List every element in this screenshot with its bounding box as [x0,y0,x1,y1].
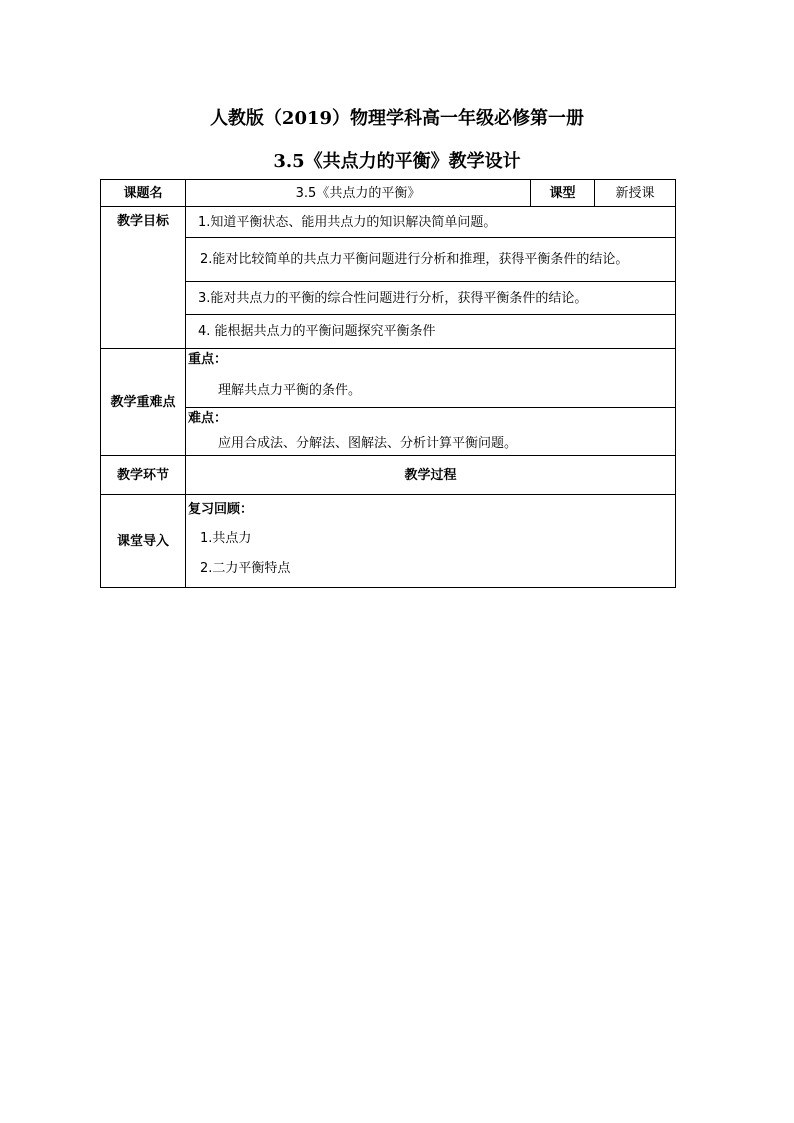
topic-value: 3.5《共点力的平衡》 [186,180,531,207]
document-title: 人教版（2019）物理学科高一年级必修第一册 [209,108,585,129]
topic-label: 课题名 [101,180,186,207]
difficulty-cell [186,408,676,456]
section-label: 教学环节 [101,456,186,495]
review-label: 复习回顾： [188,502,254,517]
key-point-cell [186,349,676,408]
table-row [101,282,676,315]
key-point-text: 理解共点力平衡的条件。 [218,383,362,398]
intro-label: 课堂导入 [101,495,186,588]
table-row [101,408,676,456]
goal-item: 4. 能根据共点力的平衡问题探究平衡条件 [186,315,676,349]
difficulty-label: 难点： [188,411,228,426]
difficulty-text: 应用合成法、分解法、图解法、分析计算平衡问题。 [218,436,518,451]
lesson-type-label: 课型 [531,180,595,207]
goal-item: 1.知道平衡状态、能用共点力的知识解决简单问题。 [186,207,676,238]
keys-label: 教学重难点 [101,349,186,456]
table-row [101,349,676,408]
lesson-plan-table [100,179,676,588]
review-item: 2.二力平衡特点 [200,561,291,576]
process-label: 教学过程 [186,456,676,495]
goals-label: 教学目标 [101,207,186,349]
lesson-type-value: 新授课 [595,180,676,207]
table-row [101,180,676,207]
table-row [101,207,676,238]
table-row [101,238,676,282]
goal-item: 3.能对共点力的平衡的综合性问题进行分析，获得平衡条件的结论。 [186,282,676,315]
table-row [101,495,676,588]
goal-item: 2.能对比较简单的共点力平衡问题进行分析和推理，获得平衡条件的结论。 [186,238,676,282]
table-row [101,456,676,495]
table-row [101,315,676,349]
review-item: 1.共点力 [200,531,252,546]
intro-cell [186,495,676,588]
document-subtitle: 3.5《共点力的平衡》教学设计 [273,151,521,172]
key-point-label: 重点： [188,352,228,367]
